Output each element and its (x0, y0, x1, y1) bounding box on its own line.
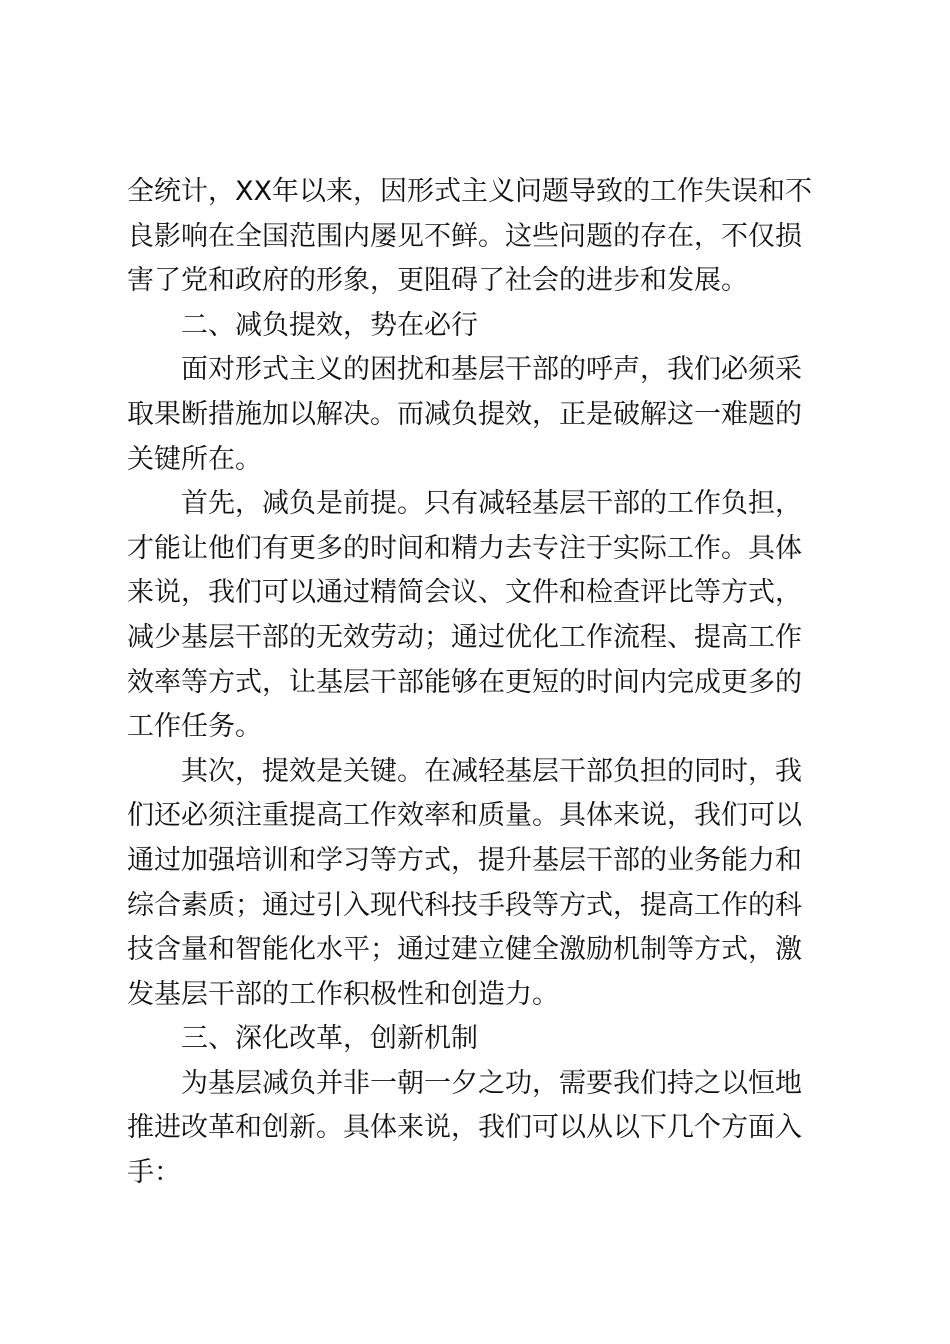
body-paragraph: 面对形式主义的困扰和基层干部的呼声，我们必须采取果断措施加以解决。而减负提效，正是破解这一难题的关键所在。 (127, 354, 802, 475)
body-paragraph: 为基层减负并非一朝一夕之功，需要我们持之以恒地推进改革和创新。具体来说，我们可以从以下几个方面入手： (127, 1067, 802, 1189)
body-paragraph: 其次，提效是关键。在减轻基层干部负担的同时，我们还必须注重提高工作效率和质量。具体来说，我们可以通过加强培训和学习等方式，提升基层干部的业务能力和综合素质；通过引入现代科技手段等方式，提高工作的科技含量和智能化水平；通过建立健全激励机制等方式，激发基层干部的工作积极性和创造力。 (127, 755, 802, 1010)
section-heading-3: 三、深化改革，创新机制 (181, 1023, 478, 1055)
document-body (127, 170, 827, 1196)
body-paragraph: 首先，减负是前提。只有减轻基层干部的工作负担，才能让他们有更多的时间和精力去专注于实际工作。具体来说，我们可以通过精简会议、文件和检查评比等方式，减少基层干部的无效劳动；通过优化工作流程、提高工作效率等方式，让基层干部能够在更短的时间内完成更多的工作任务。 (127, 488, 802, 743)
section-heading-2: 二、减负提效，势在必行 (181, 309, 478, 341)
body-paragraph-continued: 全统计，XX年以来，因形式主义问题导致的工作失误和不良影响在全国范围内屡见不鲜。这些问题的存在，不仅损害了党和政府的形象，更阻碍了社会的进步和发展。 (127, 176, 812, 297)
